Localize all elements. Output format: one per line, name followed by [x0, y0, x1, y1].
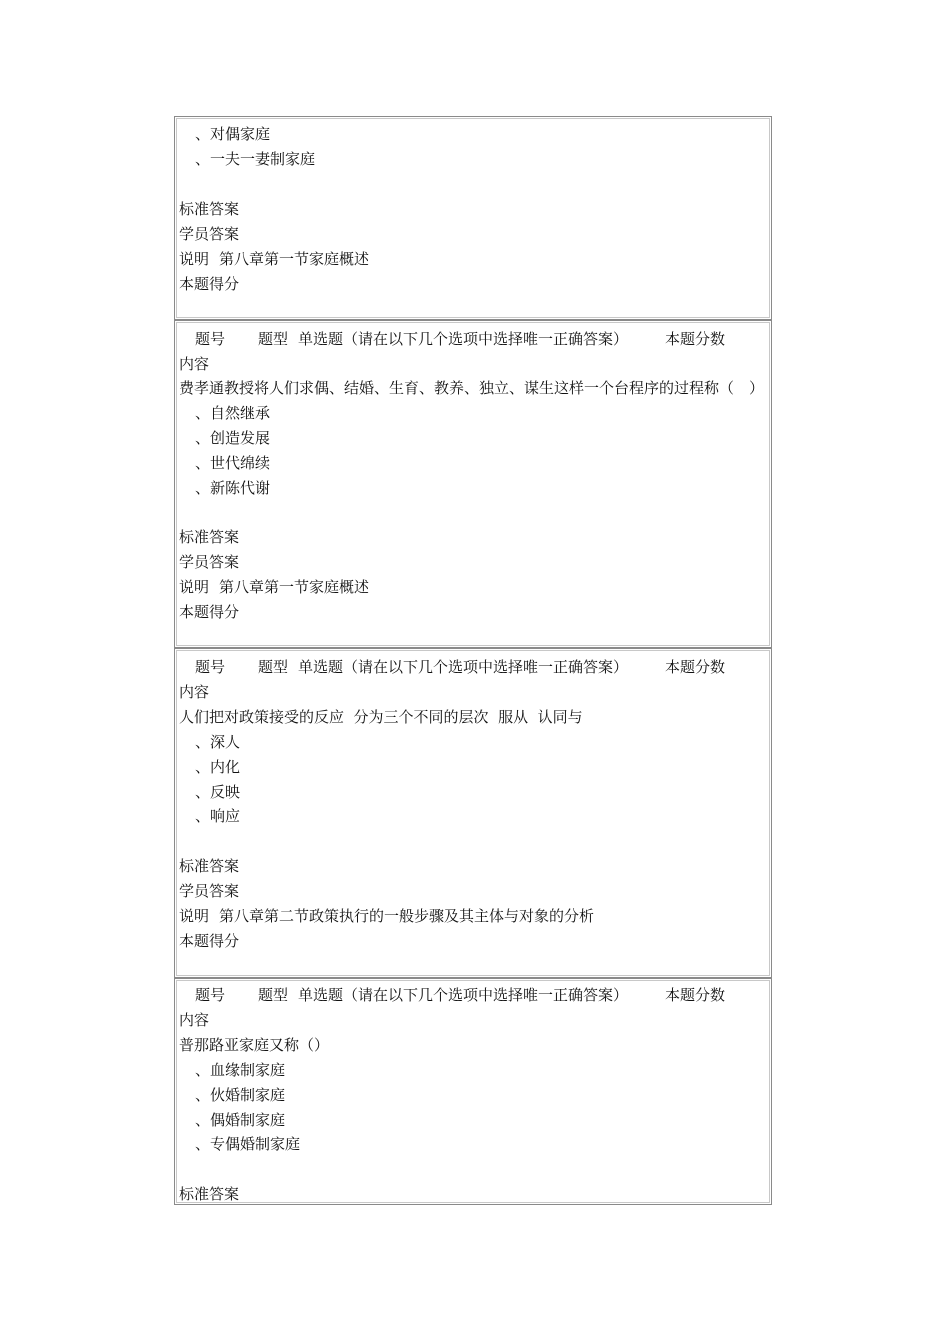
- explanation-label: 说明: [179, 578, 210, 596]
- score-label: 本题分数: [665, 986, 726, 1004]
- question-type-value: 单选题（请在以下几个选项中选择唯一正确答案）: [298, 658, 629, 676]
- question-type-label: 题型: [258, 986, 289, 1004]
- standard-answer-label: 标准答案: [179, 857, 240, 875]
- question-block-3: [174, 978, 772, 1205]
- question-type-label: 题型: [258, 330, 289, 348]
- student-answer-label: 学员答案: [179, 882, 240, 900]
- content-label: 内容: [179, 683, 210, 701]
- explanation-text: 第八章第二节政策执行的一般步骤及其主体与对象的分析: [219, 907, 595, 925]
- question-number-label: 题号: [195, 658, 226, 676]
- question-text: 费孝通教授将人们求偶、结婚、生育、教养、独立、谋生这样一个台程序的过程称（ ）: [179, 379, 765, 397]
- option-b: 、伙婚制家庭: [195, 1086, 286, 1104]
- option-d: 、新陈代谢: [195, 479, 271, 497]
- question-block-0: [174, 116, 772, 320]
- option-a: 、对偶家庭: [195, 125, 271, 143]
- standard-answer-label: 标准答案: [179, 200, 240, 218]
- question-block-2: [174, 648, 772, 978]
- option-b: 、一夫一妻制家庭: [195, 150, 316, 168]
- option-b: 、内化: [195, 758, 241, 776]
- student-answer-label: 学员答案: [179, 553, 240, 571]
- option-a: 、自然继承: [195, 404, 271, 422]
- option-c: 、偶婚制家庭: [195, 1111, 286, 1129]
- explanation-label: 说明: [179, 250, 210, 268]
- option-a: 、深人: [195, 733, 241, 751]
- option-d: 、专偶婚制家庭: [195, 1135, 301, 1153]
- explanation-text: 第八章第一节家庭概述: [219, 578, 370, 596]
- content-label: 内容: [179, 1011, 210, 1029]
- question-text: 人们把对政策接受的反应 分为三个不同的层次 服从 认同与: [179, 708, 583, 726]
- standard-answer-label: 标准答案: [179, 528, 240, 546]
- score-label: 本题分数: [665, 658, 726, 676]
- question-type-value: 单选题（请在以下几个选项中选择唯一正确答案）: [298, 986, 629, 1004]
- question-score-label: 本题得分: [179, 932, 240, 950]
- content-label: 内容: [179, 355, 210, 373]
- score-label: 本题分数: [665, 330, 726, 348]
- question-type-value: 单选题（请在以下几个选项中选择唯一正确答案）: [298, 330, 629, 348]
- question-score-label: 本题得分: [179, 603, 240, 621]
- option-d: 、响应: [195, 807, 241, 825]
- student-answer-label: 学员答案: [179, 225, 240, 243]
- question-number-label: 题号: [195, 986, 226, 1004]
- standard-answer-label: 标准答案: [179, 1185, 240, 1203]
- explanation: [179, 906, 594, 926]
- question-type-label: 题型: [258, 658, 289, 676]
- option-b: 、创造发展: [195, 429, 271, 447]
- question-number-label: 题号: [195, 330, 226, 348]
- question-block-1: [174, 320, 772, 648]
- option-a: 、血缘制家庭: [195, 1061, 286, 1079]
- option-c: 、世代绵续: [195, 454, 271, 472]
- explanation-text: 第八章第一节家庭概述: [219, 250, 370, 268]
- question-text: 普那路亚家庭又称（）: [179, 1036, 330, 1054]
- explanation: [179, 577, 369, 597]
- explanation-label: 说明: [179, 907, 210, 925]
- explanation: [179, 249, 369, 269]
- question-score-label: 本题得分: [179, 275, 240, 293]
- option-c: 、反映: [195, 783, 241, 801]
